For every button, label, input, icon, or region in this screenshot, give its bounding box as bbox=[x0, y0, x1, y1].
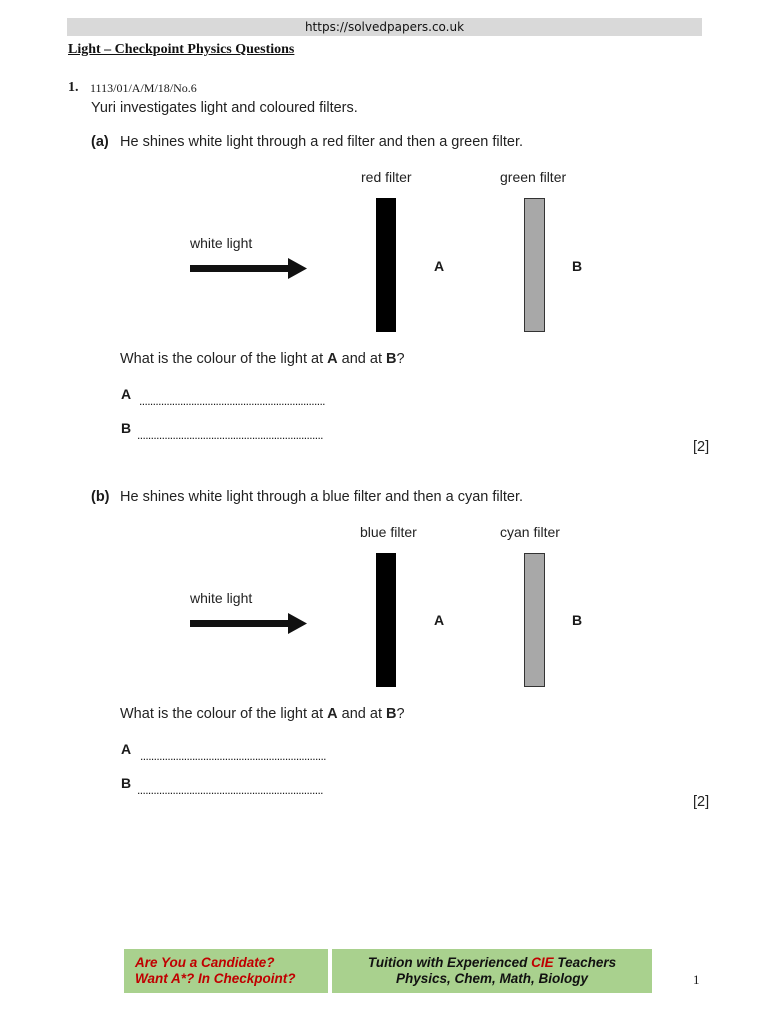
part-b-label: (b) bbox=[91, 489, 110, 505]
document-title: Light – Checkpoint Physics Questions bbox=[68, 42, 295, 57]
part-a-filter1-label: red filter bbox=[361, 169, 412, 185]
footer-promo-right[interactable] bbox=[332, 949, 652, 993]
part-b-filter2-label: cyan filter bbox=[500, 524, 560, 540]
part-a-answer-a-field[interactable]: .................................................................... bbox=[139, 395, 325, 407]
part-b-filter1-label: blue filter bbox=[360, 524, 417, 540]
part-a-point-b: B bbox=[572, 258, 583, 274]
part-a-answer-b-label: B bbox=[121, 420, 132, 436]
part-a-white-light-label: white light bbox=[190, 235, 253, 251]
footer-left-line1: Are You a Candidate? bbox=[135, 955, 275, 970]
part-b-answer-b-field[interactable]: .................................................................... bbox=[137, 784, 323, 796]
part-a-label: (a) bbox=[91, 134, 109, 150]
part-b-arrow-icon bbox=[190, 613, 308, 635]
footer-left-line2: Want A*? In Checkpoint? bbox=[135, 971, 296, 986]
part-b-point-b: B bbox=[572, 612, 583, 628]
part-b-point-a: A bbox=[434, 612, 445, 628]
header-url[interactable]: https://solvedpapers.co.uk bbox=[304, 20, 465, 34]
part-a-arrow-icon bbox=[190, 258, 308, 280]
part-a-answer-a-label: A bbox=[121, 386, 132, 402]
part-b-marks: [2] bbox=[693, 794, 710, 810]
part-a-point-a: A bbox=[434, 258, 445, 274]
footer-right-line1: Tuition with Experienced CIE Teachers bbox=[367, 955, 617, 970]
part-a-marks: [2] bbox=[693, 439, 710, 455]
part-a-red-filter bbox=[376, 198, 396, 332]
question-reference: 1113/01/A/M/18/No.6 bbox=[90, 81, 197, 95]
part-b-cyan-filter bbox=[524, 553, 545, 687]
question-intro: Yuri investigates light and coloured filters. bbox=[91, 100, 358, 116]
part-b-blue-filter bbox=[376, 553, 396, 687]
part-b-white-light-label: white light bbox=[190, 590, 253, 606]
footer-promo-left[interactable] bbox=[124, 949, 328, 993]
footer-right-line2: Physics, Chem, Math, Biology bbox=[395, 971, 589, 986]
part-b-question: What is the colour of the light at A and at B? bbox=[120, 706, 405, 722]
part-b-answer-a-label: A bbox=[121, 741, 132, 757]
part-a-filter2-label: green filter bbox=[500, 169, 567, 185]
part-b-text: He shines white light through a blue filter and then a cyan filter. bbox=[120, 489, 524, 505]
part-a-green-filter bbox=[524, 198, 545, 332]
part-b-answer-b-label: B bbox=[121, 775, 132, 791]
question-number: 1. bbox=[68, 80, 79, 95]
part-b-answer-a-field[interactable]: .................................................................... bbox=[140, 750, 326, 762]
part-a-question: What is the colour of the light at A and at B? bbox=[120, 351, 405, 367]
part-a-text: He shines white light through a red filter and then a green filter. bbox=[120, 134, 524, 150]
page-number: 1 bbox=[693, 972, 700, 987]
part-a-answer-b-field[interactable]: .................................................................... bbox=[137, 429, 323, 441]
